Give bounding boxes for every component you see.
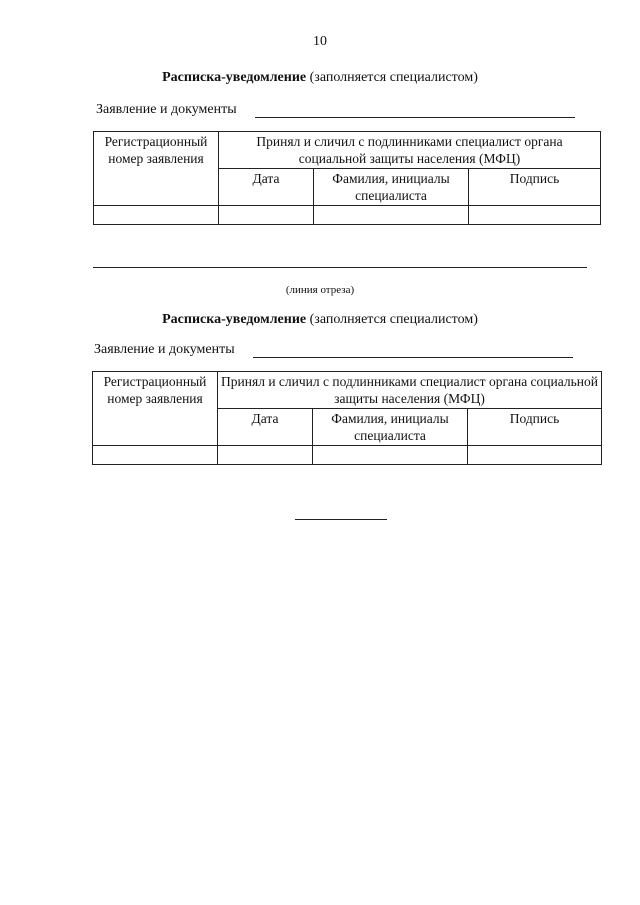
receipt-title-2 [0, 312, 640, 328]
header-signature: Подпись [469, 169, 601, 206]
documents-line-1 [96, 102, 575, 118]
cell-reg-number [93, 446, 218, 465]
cell-date [218, 446, 313, 465]
cell-name [314, 206, 469, 225]
header-accepted: Принял и сличил с подлинниками специалист органа социальной защиты населения (МФЦ) [219, 132, 601, 169]
receipt-title-note: (заполняется специалистом) [309, 70, 478, 85]
cut-line [93, 267, 587, 268]
receipt-title-note: (заполняется специалистом) [309, 312, 478, 327]
receipt-table-2 [92, 371, 602, 465]
receipt-table-1 [93, 131, 601, 225]
header-accepted: Принял и сличил с подлинниками специалист органа социальной защиты населения (МФЦ) [218, 372, 602, 409]
header-reg-number: Регистрационный номер заявления [93, 372, 218, 446]
documents-label: Заявление и документы [94, 342, 235, 357]
documents-fill-line [255, 116, 575, 118]
header-signature: Подпись [468, 409, 602, 446]
cell-date [219, 206, 314, 225]
cell-reg-number [94, 206, 219, 225]
cut-line-label: (линия отреза) [285, 284, 355, 296]
receipt-title-1 [0, 70, 640, 86]
cell-signature [468, 446, 602, 465]
documents-line-2 [94, 342, 573, 358]
documents-label: Заявление и документы [96, 102, 237, 117]
end-rule [295, 519, 387, 520]
header-name: Фамилия, инициалы специалиста [314, 169, 469, 206]
page-number: 10 [313, 34, 327, 49]
header-reg-number: Регистрационный номер заявления [94, 132, 219, 206]
cell-name [313, 446, 468, 465]
header-date: Дата [219, 169, 314, 206]
header-date: Дата [218, 409, 313, 446]
cell-signature [469, 206, 601, 225]
header-name: Фамилия, инициалы специалиста [313, 409, 468, 446]
receipt-title-bold: Расписка-уведомление [162, 70, 307, 85]
receipt-title-bold: Расписка-уведомление [162, 312, 307, 327]
documents-fill-line [253, 356, 573, 358]
